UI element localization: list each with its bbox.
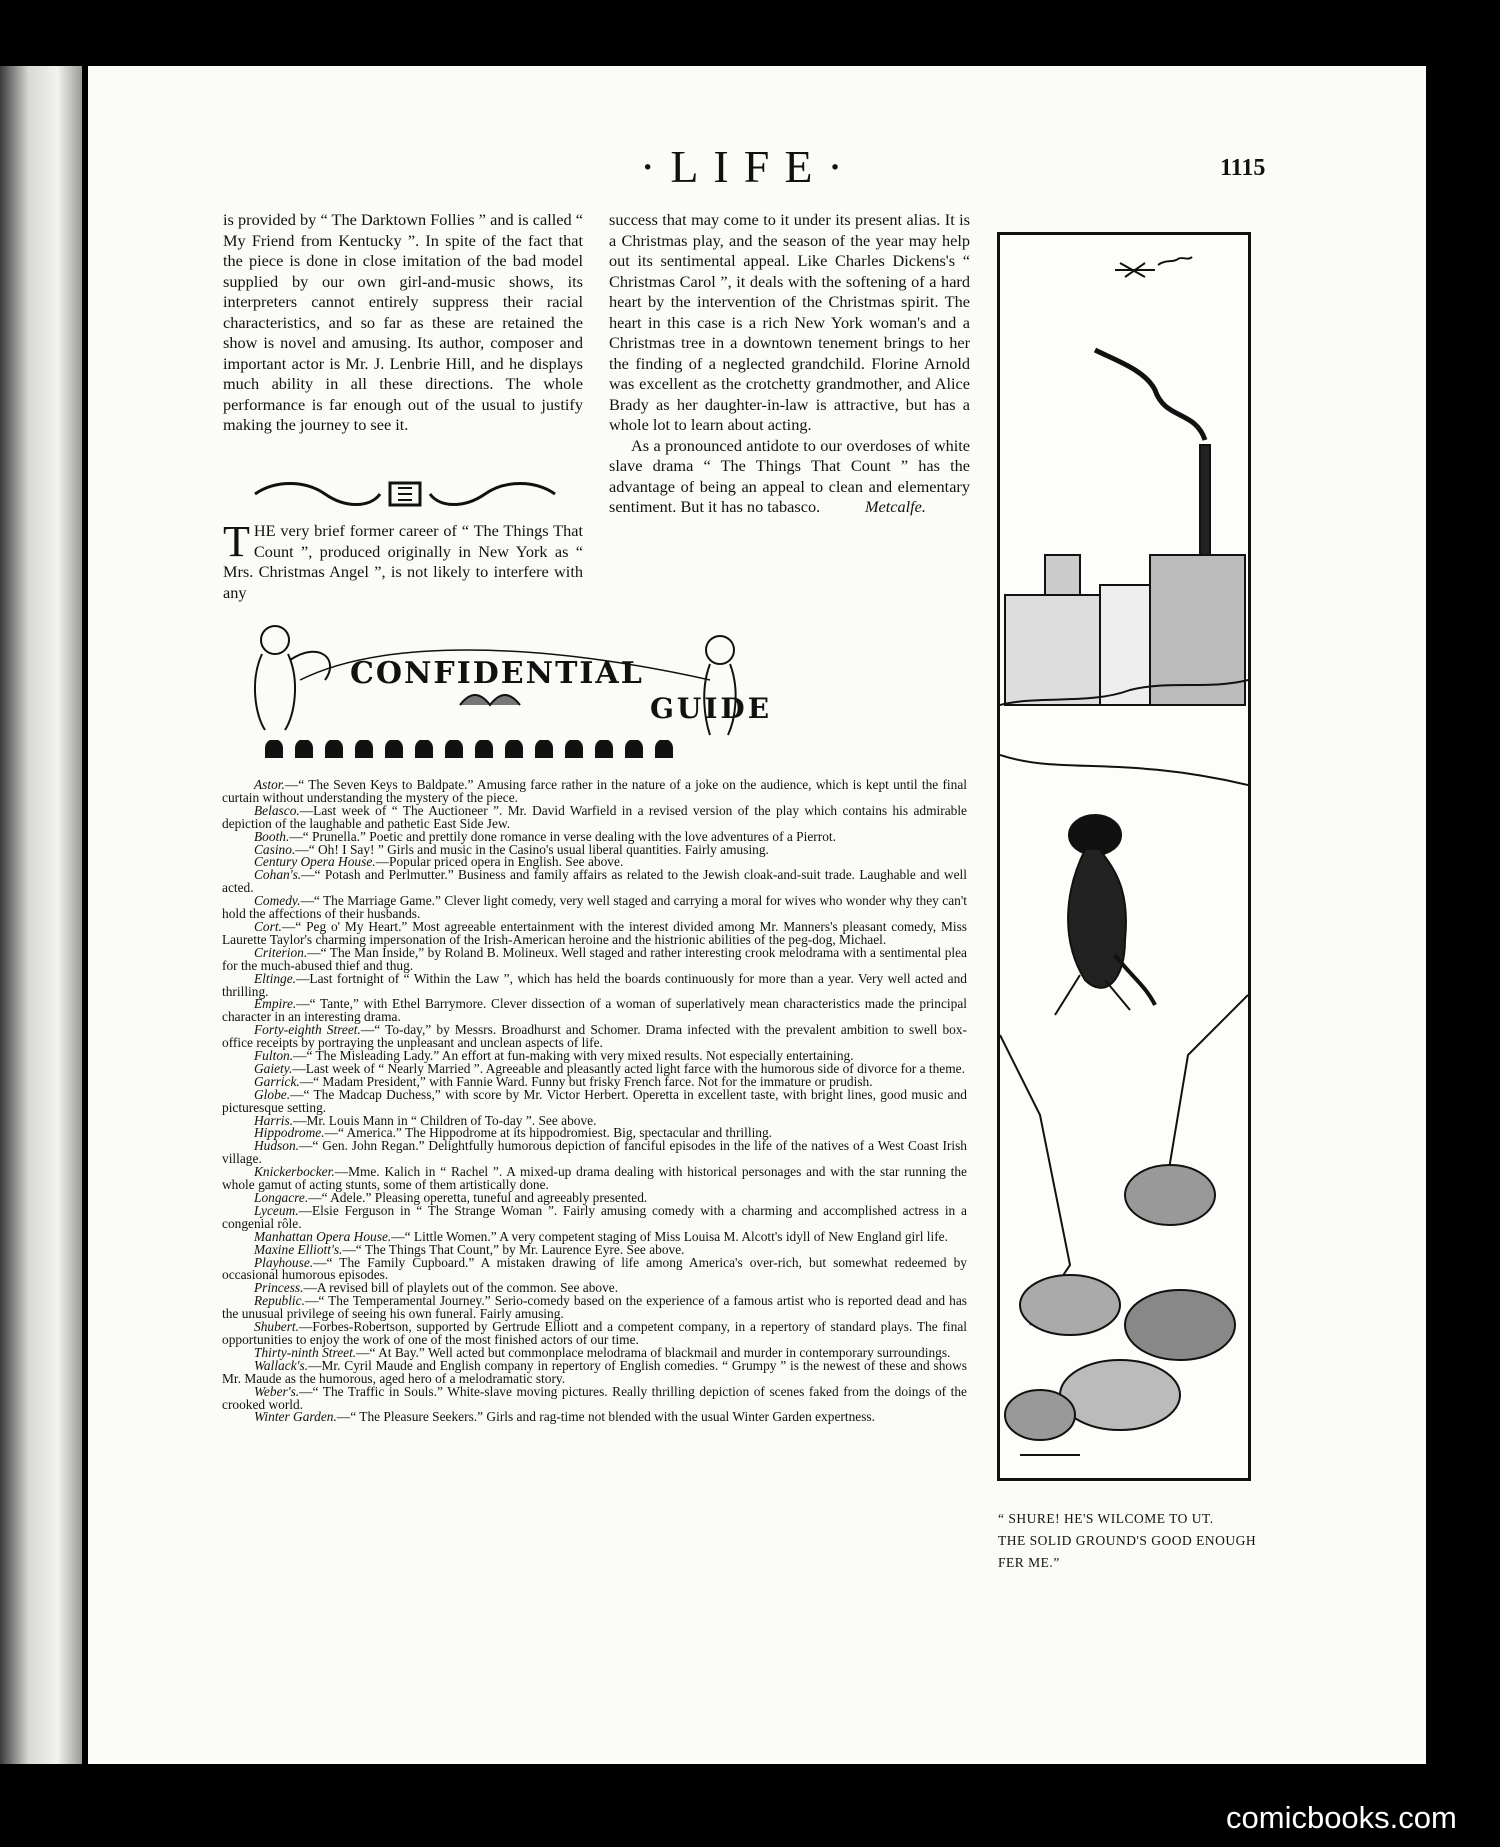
entry-description: —Forbes-Robertson, supported by Gertrude Elliott and a competent company, in a repertory of standard plays. The final opportunities to enjoy the work of one of the most finished actors of our time. — [222, 1319, 967, 1347]
theatre-name: Cohan's. — [254, 867, 302, 883]
theatre-name: Century Opera House. — [254, 854, 376, 870]
entry-description: —“ America.” The Hippodrome at its hippodromiest. Big, spectacular and thrilling. — [324, 1125, 773, 1141]
theatre-name: Booth. — [254, 828, 290, 844]
entry-description: —“ The Madcap Duchess,” with score by Mr. Victor Herbert. Operetta in excellent taste, with bright lines, good music and picturesque setting. — [222, 1086, 967, 1115]
entry-description: —“ Adele.” Pleasing operetta, tuneful and agreeably presented. — [308, 1190, 648, 1205]
author-signature: Metcalfe. — [864, 497, 926, 516]
theatre-name: Fulton. — [254, 1048, 294, 1064]
entry-description: —“ At Bay.” Well acted but commonplace melodrama of blackmail and murder in contemporary surroundings. — [356, 1344, 951, 1360]
caption-line: THE SOLID GROUND'S GOOD ENOUGH — [998, 1533, 1257, 1548]
theatre-seats-icon — [260, 740, 750, 760]
entry-description: —“ Oh! I Say! ” Girls and music in the Casino's usual liberal quantities. Fairly amusing. — [295, 841, 769, 857]
entry-description: —“ Potash and Perlmutter.” Business and family affairs as related to the Jewish cloak-and-suit trade. Laughable and well acted. — [222, 867, 967, 896]
theatre-name: Globe. — [254, 1086, 291, 1102]
theatre-name: Empire. — [254, 996, 297, 1012]
entry-description: —“ The Man Inside,” by Roland B. Molineux. Well staged and rather interesting crook melodrama with a sentimental plea for the much-abused thief and thug. — [222, 944, 967, 973]
entry-description: —“ The Marriage Game.” Clever light comedy, very well staged and carrying a moral for wives who wonder why they can't hold the affections of their husbands. — [222, 893, 967, 922]
theatre-name: Maxine Elliott's. — [254, 1241, 343, 1257]
guide-entry — [222, 1086, 967, 1115]
theatre-name: Manhattan Opera House. — [254, 1228, 392, 1244]
drop-cap: T — [223, 517, 250, 566]
theatre-name: Winter Garden. — [254, 1409, 337, 1425]
entry-description: —“ Little Women.” A very competent staging of Miss Louisa M. Alcott's idyll of New England girl life. — [391, 1228, 948, 1244]
entry-description: —“ The Things That Count,” by Mr. Laurence Eyre. See above. — [342, 1241, 685, 1257]
theatre-name: Eltinge. — [254, 970, 297, 986]
guide-entry — [222, 1357, 967, 1386]
guide-entry — [222, 1202, 967, 1231]
entry-description: —“ Prunella.” Poetic and prettily done romance in verse dealing with the love adventures of a Pierrot. — [289, 828, 836, 844]
entry-description: —Last week of “ Nearly Married ”. Agreeable and pleasantly acted light farce with the humorous side of divorce for a theme. — [292, 1060, 965, 1076]
confidential-guide-header — [230, 620, 773, 760]
column-left — [223, 210, 583, 436]
confidential-guide-listing — [222, 779, 967, 1424]
guide-entry — [222, 970, 967, 999]
entry-description: —Popular priced opera in English. See above. — [375, 854, 624, 870]
entry-description: —“ The Temperamental Journey.” Serio-comedy based on the experience of a famous artist who is reported dead and has the unusual privilege of seeing his own funeral. Fairly amusing. — [222, 1293, 967, 1322]
theatre-name: Belasco. — [254, 802, 300, 818]
guide-entry — [222, 944, 967, 973]
guide-entry — [222, 779, 967, 805]
entry-description: —“ The Misleading Lady.” An effort at fun-making with very mixed results. Not especially entertaining. — [293, 1048, 854, 1064]
entry-description: —“ The Family Cupboard.” A mistaken drawing of life among America's over-rich, but somewhat redeemed by occasional humorous episodes. — [222, 1254, 967, 1283]
theatre-name: Criterion. — [254, 944, 308, 960]
guide-entry — [222, 1254, 967, 1283]
guide-entry — [222, 1024, 967, 1050]
theatre-name: Harris. — [254, 1112, 294, 1128]
theatre-name: Casino. — [254, 841, 296, 857]
guide-entry — [222, 869, 967, 895]
caption-line: FER ME.” — [998, 1555, 1060, 1570]
ornament-divider-icon — [250, 480, 560, 508]
guide-entry — [222, 1140, 967, 1166]
entry-description: —Elsie Ferguson in “ The Strange Woman ”. Fairly amusing comedy with a charming and accomplished actress in a congenial rôle. — [222, 1202, 967, 1231]
guide-entry — [222, 1295, 967, 1321]
book-spine — [0, 66, 82, 1764]
guide-entry — [222, 1321, 967, 1347]
cartoon-caption — [998, 1508, 1268, 1574]
entry-description: —“ Gen. John Regan.” Delightfully humorous depiction of fanciful episodes in the life of the natives of a West Coast Irish village. — [222, 1138, 967, 1167]
site-watermark: comicbooks.com — [1226, 1800, 1457, 1835]
theatre-name: Playhouse. — [254, 1254, 314, 1270]
entry-description: —“ Peg o' My Heart.” Most agreeable entertainment with the interest divided among Mr. Manners's pleasant comedy, Miss Laurette Taylor's charming impersonation of the Irish-American heroine and the histrionic abilities of the peg-dog, Michael. — [222, 918, 967, 947]
masthead: ·LIFE· — [640, 141, 858, 192]
guide-title-2: GUIDE — [650, 692, 773, 725]
theatre-name: Longacre. — [254, 1190, 309, 1205]
theatre-name: Wallack's. — [254, 1357, 309, 1373]
guide-entry — [222, 1166, 967, 1192]
entry-description: —“ To-day,” by Messrs. Broadhurst and Schomer. Drama infected with the prevalent ambition to swell box-office receipts by portraying the unpleasant and unclean aspects of life. — [222, 1022, 967, 1051]
theatre-name: Hippodrome. — [254, 1125, 325, 1141]
theatre-name: Knickerbocker. — [254, 1164, 335, 1180]
guide-entry — [222, 1411, 967, 1424]
review-paragraph: success that may come to it under its present alias. It is a Christmas play, and the season of the year may help out its sentimental appeal. Like Charles Dickens's “ Christmas Carol ”, it deals with the softening of a hard heart by the intervention of the Christmas spirit. The heart in this case is a rich New York woman's and a Christmas tree in a downtown tenement brings to her the finding of a neglected grandchild. Florine Arnold was excellent as the crotchetty grandmother, and Alice Brady as her daughter-in-law is attractive, but has a whole lot to learn about acting. — [609, 210, 970, 434]
entry-description: —A revised bill of playlets out of the common. See above. — [303, 1280, 619, 1296]
cartoon-panel — [997, 232, 1251, 1481]
guide-entry — [222, 895, 967, 921]
theatre-name: Garrick. — [254, 1073, 300, 1089]
theatre-name: Thirty-ninth Street. — [254, 1344, 357, 1360]
theatre-name: Lyceum. — [254, 1202, 299, 1218]
entry-description: —Mr. Cyril Maude and English company in repertory of English comedies. “ Grumpy ” is the newest of these and shows Mr. Maude as the humorous, aged hero of a melodramatic story. — [222, 1357, 967, 1386]
theatre-name: Comedy. — [254, 893, 301, 909]
theatre-name: Princess. — [254, 1280, 304, 1296]
page-number: 1115 — [1220, 155, 1266, 181]
column-left-lower — [223, 517, 583, 603]
guide-entry — [222, 802, 967, 831]
entry-description: —Mr. Louis Mann in “ Children of To-day ”. See above. — [293, 1112, 597, 1128]
entry-description: —“ The Seven Keys to Baldpate.” Amusing farce rather in the nature of a joke on the audience, which is kept until the final curtain without understanding the mystery of the piece. — [222, 777, 967, 805]
entry-description: —“ The Pleasure Seekers.” Girls and rag-time not blended with the usual Winter Garden expertness. — [336, 1409, 875, 1425]
guide-entry — [222, 918, 967, 947]
entry-description: —“ Tante,” with Ethel Barrymore. Clever dissection of a woman of superlatively mean characteristics made the principal character in an interesting drama. — [222, 996, 967, 1025]
guide-entry — [222, 998, 967, 1024]
entry-description: —“ The Traffic in Souls.” White-slave moving pictures. Really thrilling depiction of scenes faked from the doings of the crooked world. — [222, 1383, 967, 1412]
theatre-name: Cort. — [254, 918, 282, 934]
caption-line: “ SHURE! HE'S WILCOME TO UT. — [998, 1511, 1214, 1526]
guide-title: CONFIDENTIAL — [350, 656, 644, 691]
theatre-name: Republic. — [254, 1293, 305, 1309]
theatre-name: Shubert. — [254, 1319, 300, 1335]
theatre-name: Astor. — [254, 777, 285, 792]
theatre-name: Forty-eighth Street. — [254, 1022, 361, 1038]
guide-entry — [222, 1383, 967, 1412]
column-right — [609, 210, 970, 518]
theatre-name: Weber's. — [254, 1383, 300, 1399]
cartoon-illustration-icon — [1000, 235, 1248, 1478]
theatre-name: Hudson. — [254, 1138, 300, 1154]
entry-description: —Mme. Kalich in “ Rachel ”. A mixed-up drama dealing with historical personages and with the star running the whole gamut of acting stunts, some of them artistically done. — [222, 1164, 967, 1193]
theatre-name: Gaiety. — [254, 1060, 293, 1076]
entry-description: —Last week of “ The Auctioneer ”. Mr. David Warfield in a revised version of the play which contains his admirable depiction of the laughable and pathetic East Side Jew. — [222, 802, 967, 831]
review-paragraph: is provided by “ The Darktown Follies ” and is called “ My Friend from Kentucky ”. In spite of the fact that the piece is done in close imitation of the bad model supplied by our own girl-and-music shows, its interpreters cannot entirely suppress their racial characteristics, and so far as these are retained the show is novel and amusing. Its author, composer and important actor is Mr. J. Lenbrie Hill, and he displays much ability in all these directions. The whole performance is far enough out of the usual to justify making the journey to see it. — [223, 210, 583, 434]
review-paragraph: As a pronounced antidote to our overdoses of white slave drama “ The Things That Count ” has the advantage of being an appeal to clean and elementary sentiment. But it has no tabasco. — [609, 435, 970, 516]
entry-description: —“ Madam President,” with Fannie Ward. Funny but frisky French farce. Not for the immature or prudish. — [299, 1073, 873, 1089]
entry-description: —Last fortnight of “ Within the Law ”, which has held the boards continuously for more than a year. Very well acted and thrilling. — [222, 970, 967, 999]
review-paragraph: HE very brief former career of “ The Things That Count ”, produced originally in New York as “ Mrs. Christmas Angel ”, is not likely to interfere with any — [223, 521, 583, 602]
